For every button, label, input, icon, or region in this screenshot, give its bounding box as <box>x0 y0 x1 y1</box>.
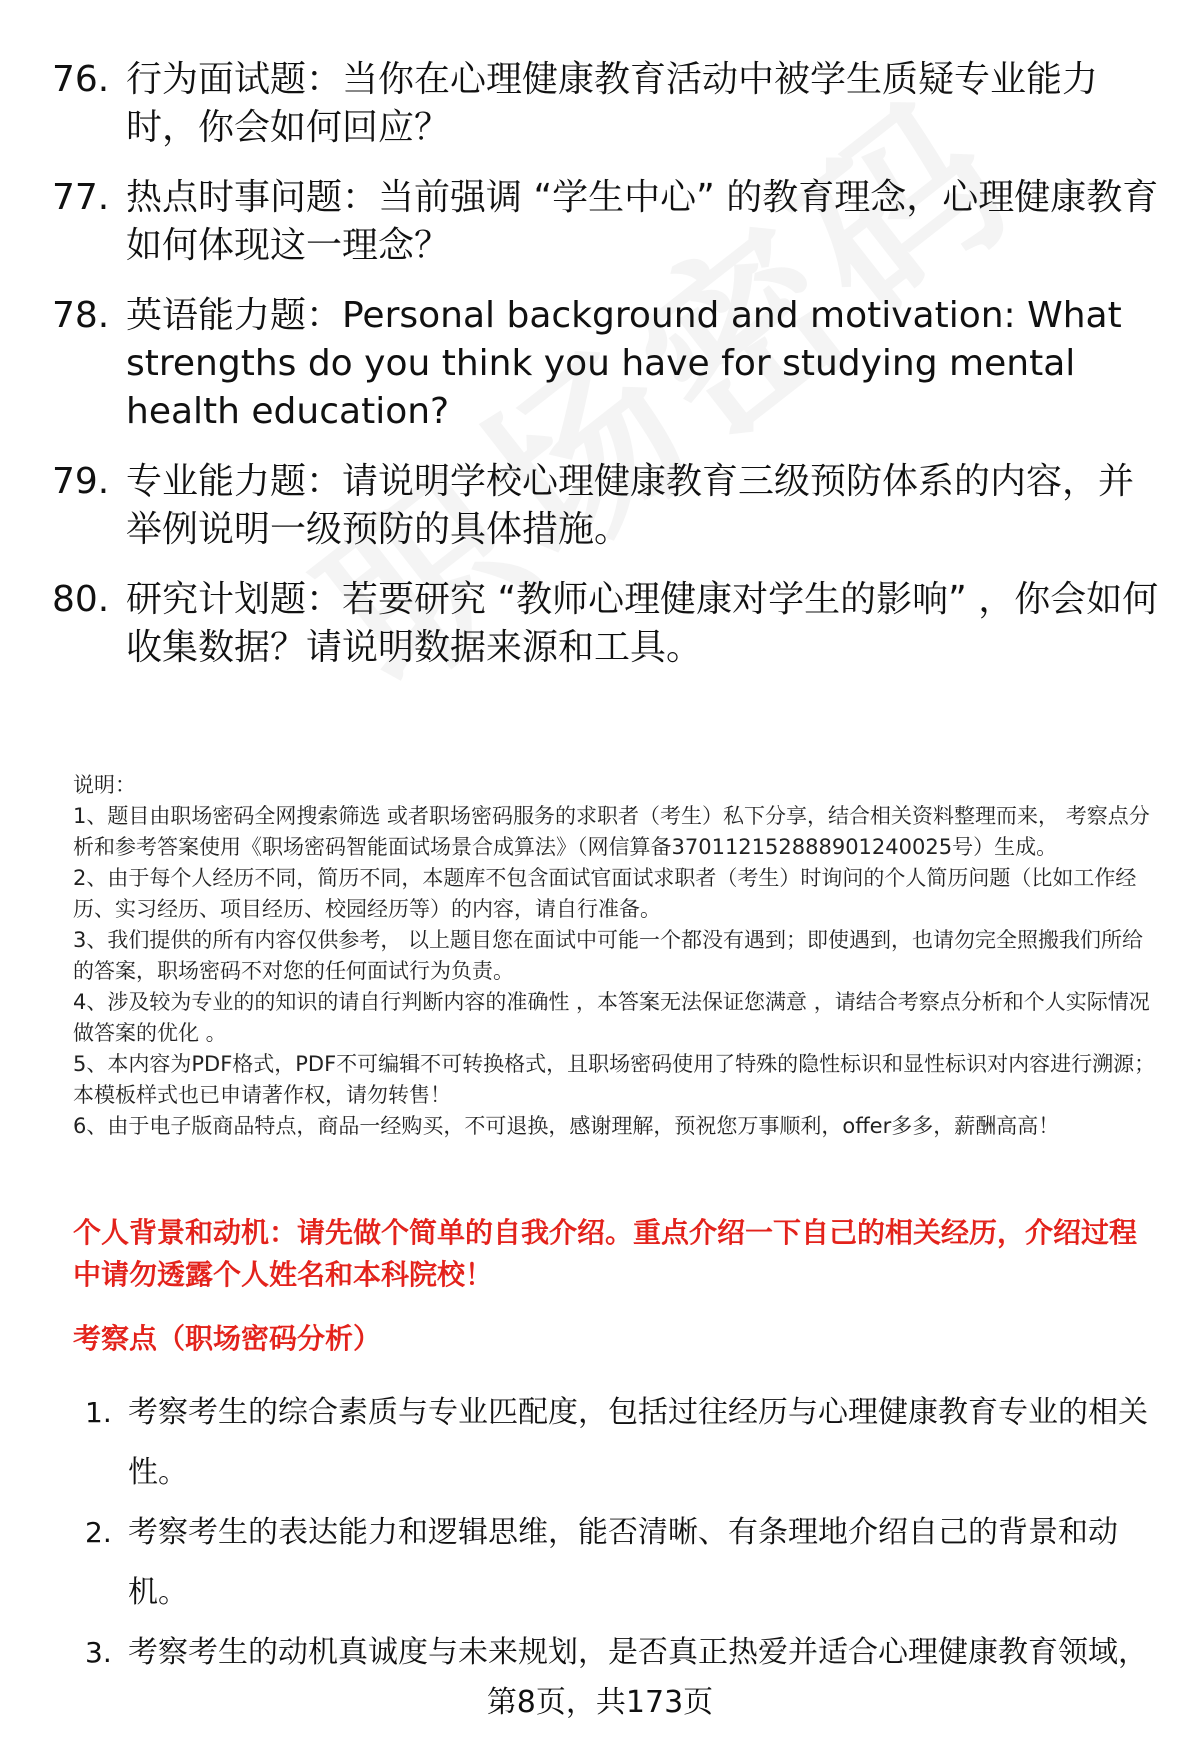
point-number: 1. <box>85 1396 112 1429</box>
notes-title: 说明： <box>73 773 136 797</box>
note-item: 4、涉及较为专业的的知识的请自行判断内容的准确性 ，本答案无法保证您满意 ，请结合考察点分析和个人实际情况做答案的优化 。 <box>73 990 1150 1045</box>
question-text: 专业能力题：请说明学校心理健康教育三级预防体系的内容，并举例说明一级预防的具体措施。 <box>126 461 1135 550</box>
question-number: 77. <box>52 177 110 218</box>
question-item <box>52 174 1162 270</box>
analysis-point <box>85 1623 1160 1683</box>
page-footer: 第8页，共173页 <box>486 1685 714 1720</box>
question-number: 80. <box>52 579 110 620</box>
question-number: 78. <box>52 295 110 336</box>
question-number: 79. <box>52 461 110 502</box>
question-item <box>52 576 1162 672</box>
question-text: 行为面试题：当你在心理健康教育活动中被学生质疑专业能力时，你会如何回应？ <box>126 59 1099 148</box>
question-item <box>52 56 1162 152</box>
question-list <box>52 56 1162 694</box>
point-text: 考察考生的表达能力和逻辑思维，能否清晰、有条理地介绍自己的背景和动机。 <box>128 1515 1118 1610</box>
analysis-point <box>85 1383 1160 1503</box>
note-item: 3、我们提供的所有内容仅供参考， 以上题目您在面试中可能一个都没有遇到；即使遇到，也请勿完全照搬我们所给的答案，职场密码不对您的任何面试行为负责。 <box>73 928 1144 983</box>
question-text: 英语能力题：Personal background and motivation: What strengths do you think you have for studying mental health education? <box>126 295 1122 432</box>
point-text: 考察考生的综合素质与专业匹配度，包括过往经历与心理健康教育专业的相关性。 <box>128 1395 1148 1490</box>
question-heading: 个人背景和动机：请先做个简单的自我介绍。重点介绍一下自己的相关经历，介绍过程中请勿透露个人姓名和本科院校！ <box>73 1216 1138 1291</box>
note-item: 6、由于电子版商品特点，商品一经购买，不可退换，感谢理解，预祝您万事顺利，offer多多，薪酬高高！ <box>73 1114 1060 1138</box>
analysis-point <box>85 1503 1160 1623</box>
analysis-points <box>85 1383 1160 1683</box>
analysis-heading: 考察点（职场密码分析） <box>73 1322 382 1355</box>
question-text: 研究计划题：若要研究 “教师心理健康对学生的影响” ，你会如何收集数据？请说明数据来源和工具。 <box>126 579 1159 668</box>
note-item: 2、由于每个人经历不同，简历不同，本题库不包含面试官面试求职者（考生）时询问的个人简历问题（比如工作经历、实习经历、项目经历、校园经历等）的内容，请自行准备。 <box>73 866 1137 921</box>
note-item: 5、本内容为PDF格式，PDF不可编辑不可转换格式，且职场密码使用了特殊的隐性标识和显性标识对内容进行溯源；本模板样式也已申请著作权，请勿转售！ <box>73 1052 1156 1107</box>
question-item <box>52 458 1162 554</box>
point-number: 3. <box>85 1636 112 1669</box>
question-number: 76. <box>52 59 110 100</box>
notes-section <box>73 770 1163 1142</box>
question-item <box>52 292 1162 436</box>
note-item: 1、题目由职场密码全网搜索筛选 或者职场密码服务的求职者（考生）私下分享，结合相关资料整理而来， 考察点分析和参考答案使用《职场密码智能面试场景合成算法》（网信算备370112152888901240025号）生成。 <box>73 804 1150 859</box>
point-text: 考察考生的动机真诚度与未来规划，是否真正热爱并适合心理健康教育领域， <box>128 1635 1148 1670</box>
question-text: 热点时事问题：当前强调 “学生中心” 的教育理念，心理健康教育如何体现这一理念？ <box>126 177 1159 266</box>
point-number: 2. <box>85 1516 112 1549</box>
